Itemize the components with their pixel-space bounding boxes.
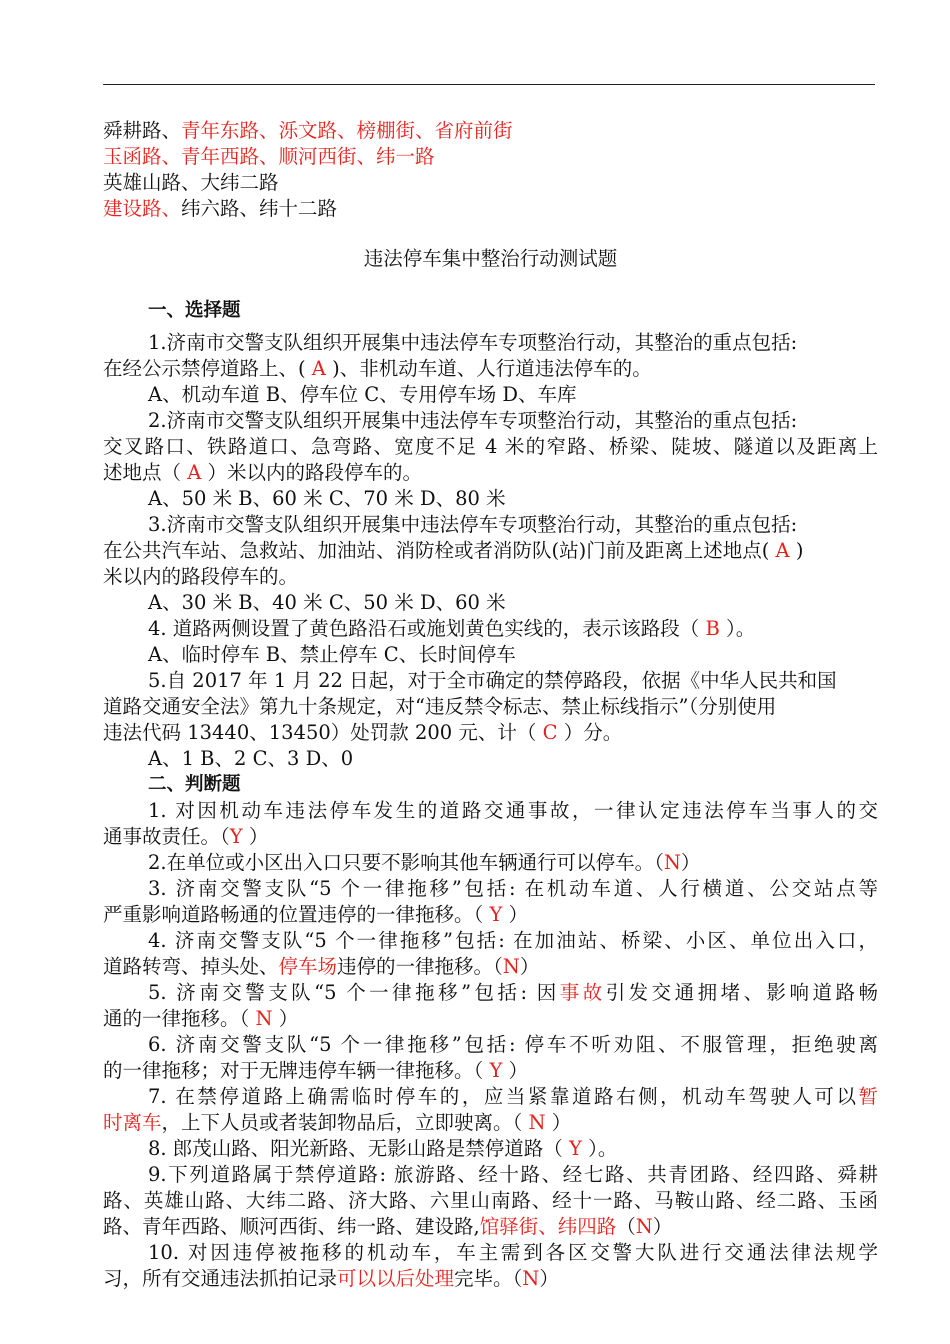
text-segment: 4. 道路两侧设置了黄色路沿石或施划黄色实线的，表示该路段（ [148,617,706,640]
text-segment: 英雄山路、大纬二路 [103,171,279,194]
answer-highlight: 时离车 [103,1111,162,1134]
text-segment: 违法代码 13440、13450）处罚款 200 元、计（ [103,721,543,744]
answer-highlight: A [305,357,333,380]
text-segment: 8. 郎茂山路、阳光新路、无影山路是禁停道路（ [148,1137,570,1160]
text-segment: ） [242,825,269,848]
road-line [103,144,435,170]
text-segment: 引发交通拥堵、影响道路畅 [605,981,878,1004]
text-segment: ） [502,1059,529,1082]
answer-highlight: 暂 [858,1085,878,1108]
answer-highlight: Y [489,1059,503,1082]
question-line [148,1162,878,1188]
answer-highlight: C [542,721,558,744]
answer-highlight: 馆驿街、纬四路 [479,1215,617,1238]
section-multiple-choice: 一、选择题 [148,300,241,321]
text-segment: 道路交通安全法》第九十条规定，对“违反禁令标志、禁止标线指示”（分别使用 [103,695,777,718]
text-segment: 2.济南市交警支队组织开展集中违法停车专项整治行动，其整治的重点包括: [148,409,798,432]
question-line [103,1188,878,1214]
question-line [148,642,516,668]
question-line [148,980,878,1006]
text-segment: ） [680,851,701,874]
road-line [103,118,513,144]
text-segment: 路、英雄山路、大纬二路、济大路、六里山南路、经十一路、马鞍山路、经二路、玉函 [103,1189,878,1212]
text-segment: 交叉路口、铁路道口、急弯路、宽度不足 4 米的窄路、桥梁、陡坡、隧道以及距离上 [103,435,878,458]
text-segment: 3.济南市交警支队组织开展集中违法停车专项整治行动，其整治的重点包括: [148,513,798,536]
text-segment: 5. 济南交警支队“5 个一律拖移”包括: 因 [148,981,560,1004]
text-segment: A、机动车道 B、停车位 C、专用停车场 D、车库 [148,383,577,406]
text-segment: 4. 济南交警支队“5 个一律拖移”包括: 在加油站、桥梁、小区、单位出入口， [148,929,878,952]
answer-highlight: N [522,1267,540,1290]
answer-highlight: N [635,1215,653,1238]
answer-highlight: N [255,1007,273,1030]
text-segment: 1. 对因机动车违法停车发生的道路交通事故，一律认定违法停车当事人的交 [148,799,878,822]
section-true-false: 二、判断题 [148,774,241,795]
answer-highlight: 可以以后处理 [337,1267,455,1290]
text-segment: 路、青年西路、顺河西街、纬一路、建设路, [103,1215,480,1238]
answer-highlight: 停车场 [278,955,338,978]
question-line [103,1214,672,1240]
answer-highlight: A [187,461,202,484]
text-segment: 在经公示禁停道路上、( [103,357,306,380]
road-line [103,170,279,196]
text-segment: 9.下列道路属于禁停道路: 旅游路、经十路、经七路、共青团路、经四路、舜耕 [148,1163,878,1186]
text-segment: ） [272,1007,299,1030]
question-line [103,460,422,486]
question-line [103,356,652,382]
text-segment: 道路转弯、掉头处、 [103,955,279,978]
text-segment: ）。 [581,1137,618,1160]
question-line [148,382,577,408]
text-segment: 严重影响道路畅通的位置违停的一律拖移。（ [103,903,490,926]
text-segment: ） [539,1267,559,1290]
text-segment: 1.济南市交警支队组织开展集中违法停车专项整治行动，其整治的重点包括: [148,331,798,354]
answer-highlight: Y [489,903,503,926]
question-line [148,616,755,642]
text-segment: ，上下人员或者装卸物品后，立即驶离。（ [161,1111,529,1134]
text-segment: 的一律拖移；对于无牌违停车辆一律拖移。（ [103,1059,490,1082]
text-segment: ） [545,1111,572,1134]
question-line [148,1240,878,1266]
text-segment: （ [616,1215,636,1238]
text-segment: ) [795,539,804,562]
question-line [103,564,298,590]
answer-highlight: 青年东路、泺文路、榜棚街、省府前街 [181,119,513,142]
question-line [148,798,878,824]
answer-highlight: 事故 [559,981,606,1004]
text-segment: 10. 对因违停被拖移的机动车，车主需到各区交警大队进行交通法律法规学 [148,1241,878,1264]
text-segment: 通的一律拖移。（ [103,1007,256,1030]
question-line [103,694,776,720]
text-segment: 6. 济南交警支队“5 个一律拖移”包括: 停车不听劝阻、不服管理，拒绝驶离 [148,1033,878,1056]
question-line [148,1032,878,1058]
answer-highlight: 玉函路、青年西路、顺河西街、纬一路 [103,145,435,168]
text-segment: 纬六路、纬十二路 [181,197,338,220]
text-segment: 7. 在禁停道路上确需临时停车的，应当紧靠道路右侧，机动车驾驶人可以 [148,1085,859,1108]
question-line [148,486,506,512]
question-line [103,902,528,928]
text-segment: 米以内的路段停车的。 [103,565,299,588]
text-segment: ） [652,1215,673,1238]
answer-highlight: A [769,539,796,562]
text-segment: ） [519,955,540,978]
text-segment: A、临时停车 B、禁止停车 C、长时间停车 [148,643,516,666]
text-segment: A、30 米 B、40 米 C、50 米 D、60 米 [148,591,506,614]
text-segment: 在公共汽车站、急救站、加油站、消防栓或者消防队(站)门前及距离上述地点( [103,539,770,562]
question-line [103,434,878,460]
question-line [103,824,268,850]
question-line [103,1266,559,1292]
text-segment: 2.在单位或小区出入口只要不影响其他车辆通行可以停车。（ [148,851,664,874]
text-segment: )、非机动车道、人行道违法停车的。 [332,357,652,380]
answer-highlight: N [663,851,681,874]
answer-highlight: B [705,617,720,640]
text-segment: ） [502,903,529,926]
text-segment: ）分。 [557,721,623,744]
question-line [103,1110,571,1136]
text-segment: 完毕。（ [454,1267,523,1290]
answer-highlight: Y [229,825,243,848]
answer-highlight: N [528,1111,546,1134]
question-line [103,538,803,564]
header-rule [103,84,875,85]
question-line [148,668,837,694]
text-segment: 述地点（ [103,461,188,484]
text-segment: 违停的一律拖移。（ [337,955,503,978]
document-title: 违法停车集中整治行动测试题 [363,247,618,270]
question-line [103,1058,528,1084]
text-segment: A、1 B、2 C、3 D、0 [148,747,354,770]
question-line [103,720,622,746]
question-line [148,746,353,772]
question-line [148,1136,617,1162]
question-line [148,850,700,876]
question-line [148,590,506,616]
text-segment: 通事故责任。（ [103,825,230,848]
question-line [148,408,797,434]
text-segment: ）米以内的路段停车的。 [201,461,422,484]
text-segment: 习，所有交通违法抓拍记录 [103,1267,338,1290]
question-line [148,928,878,954]
question-line [103,1006,298,1032]
question-line [148,330,797,356]
question-line [148,512,797,538]
answer-highlight: Y [569,1137,582,1160]
text-segment: 舜耕路、 [103,119,182,142]
answer-highlight: 建设路、 [103,197,182,220]
text-segment: ）。 [719,617,756,640]
question-line [148,876,878,902]
answer-highlight: N [502,955,520,978]
question-line [148,1084,878,1110]
road-line [103,196,337,222]
question-line [103,954,539,980]
text-segment: 5.自 2017 年 1 月 22 日起，对于全市确定的禁停路段，依据《中华人民共和国 [148,669,837,692]
text-segment: 3. 济南交警支队“5 个一律拖移”包括: 在机动车道、人行横道、公交站点等 [148,877,878,900]
text-segment: A、50 米 B、60 米 C、70 米 D、80 米 [148,487,506,510]
